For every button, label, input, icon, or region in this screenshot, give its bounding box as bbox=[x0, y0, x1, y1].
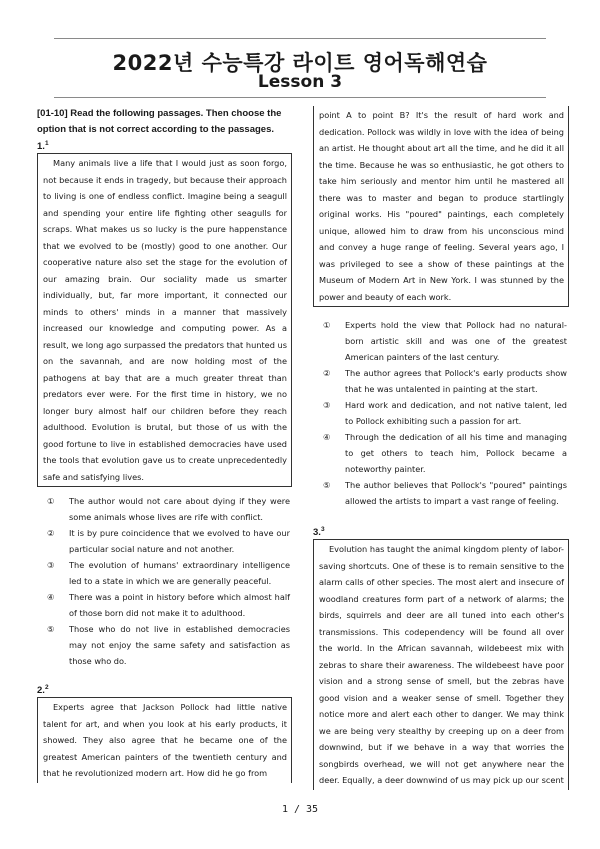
choice-item: ① The author would not care about dying if they were some animals whose lives are rife with conflict. bbox=[47, 496, 290, 523]
question-2-passage-part1: Experts agree that Jackson Pollock had little native talent for art, and when you look at his early products, it showed. They also agree that he became one of the greatest American painters of the twentieth century and that he revolutionized modern art. How did he go from bbox=[37, 697, 292, 783]
choice-item: ③ The evolution of humans' extraordinary intelligence led to a state in which we are generally peaceful. bbox=[47, 560, 290, 587]
choice-item: ④ There was a point in history before which almost half of those born did not make it to adulthood. bbox=[47, 592, 290, 619]
left-column bbox=[37, 106, 292, 783]
question-2-choices bbox=[313, 317, 569, 509]
question-2-passage-part2: point A to point B? It's the result of hard work and dedication. Pollock was wildly in love with the idea of being an artist. He thought about art all the time, and he did it all the time. Because he was so enthusiastic, he got others to take him seriously and mentor him until he mastered all there was to master and began to produce startlingly original works. His "poured" paintings, each completely unique, allowed him to draw from his unconscious mind and convey a huge range of feeling. Several years ago, I was privileged to see a show of these paintings at the Museum of Modern Art in New York. I was stunned by the power and beauty of each work. bbox=[313, 106, 569, 307]
question-1-number: 1.$^1$ bbox=[37, 140, 49, 153]
page-subtitle: Lesson 3 bbox=[257, 72, 343, 92]
header-top-rule bbox=[54, 38, 546, 39]
page-number: 1 / 35 bbox=[281, 804, 319, 815]
header-bottom-rule bbox=[54, 97, 546, 98]
footnote-marker: 2 bbox=[44, 684, 49, 692]
right-column bbox=[313, 106, 569, 790]
question-3-passage: Evolution has taught the animal kingdom plenty of labor-saving shortcuts. One of these is to remain sensitive to the alarm calls of other species. The most alert and insecure of woodland creatures form part of a network of alarms; the birds, squirrels and deer are all tuned into each other's transmissions. This codependency will be found all over the world. In the African savannah, wildebeest mix with zebras to share their awareness. The wildebeest have poor vision and a strong sense of smell, but the zebras have good vision and a weaker sense of smell. Together they notice more and alert each other to danger. We may think we are being very stealthy by creeping up on a deer from downwind, but if we behave in a way that worries the songbirds overhead, we will not get anywhere near the deer. Equally, a deer downwind of us may pick up our scent bbox=[313, 539, 569, 790]
choice-item: ② It is by pure coincidence that we evolved to have our particular social nature and not another. bbox=[47, 528, 290, 555]
question-3-number: 3.$^3$ bbox=[313, 526, 325, 539]
footnote-marker: 3 bbox=[320, 526, 325, 533]
page-title: 2022년 수능특강 라이트 영어독해연습 bbox=[112, 51, 488, 75]
choice-item: ③ Hard work and dedication, and not native talent, led to Pollock exhibiting such a passion for art. bbox=[323, 400, 567, 426]
question-1-passage: Many animals live a life that I would just as soon forgo, not because it ends in tragedy, but because their approach to living is one of endless conflict. Imagine being a seagull and spending your entire life fighting other seagulls for scraps. What makes us so lucky is the pure happenstance that we evolved to be (mostly) good to one another. Our cooperative nature also set the stage for the evolution of our amazing brain. Our sociality made us smarter individually, but, far more important, it connected our minds to others' minds in a manner that massively increased our knowledge and computing power. As a result, we long ago surpassed the predators that hunted us on the savannah, and are now holding most of the pathogens at bay that are a much greater threat than predators ever were. For the first time in history, we no longer bury almost half our children before they reach adulthood. Evolution is brutal, but those of us with the good fortune to live in established democracies have used the tools that evolution gave us to create unprecedentedly safe and satisfying lives. bbox=[37, 153, 292, 487]
instructions: [01-10] Read the following passages. Then choose the option that is not correct according to the passages. bbox=[37, 108, 282, 135]
choice-item: ⑤ Those who do not live in established democracies may not enjoy the same safety and satisfaction as those who do. bbox=[47, 624, 290, 667]
question-1-choices bbox=[37, 493, 292, 669]
footnote-marker: 1 bbox=[44, 140, 49, 147]
choice-item: ② The author agrees that Pollock's early products show that he was untalented in painting at the start. bbox=[323, 368, 567, 394]
choice-item: ⑤ The author believes that Pollock's "poured" paintings allowed the artists to impart a vast range of feeling. bbox=[323, 480, 567, 506]
choice-item: ① Experts hold the view that Pollock had no natural-born artistic skill and was one of the greatest American painters of the last century. bbox=[323, 320, 567, 362]
question-2-number: 2.$^2$ bbox=[37, 684, 49, 697]
choice-item: ④ Through the dedication of all his time and managing to get others to teach him, Pollock became a noteworthy painter. bbox=[323, 432, 567, 474]
